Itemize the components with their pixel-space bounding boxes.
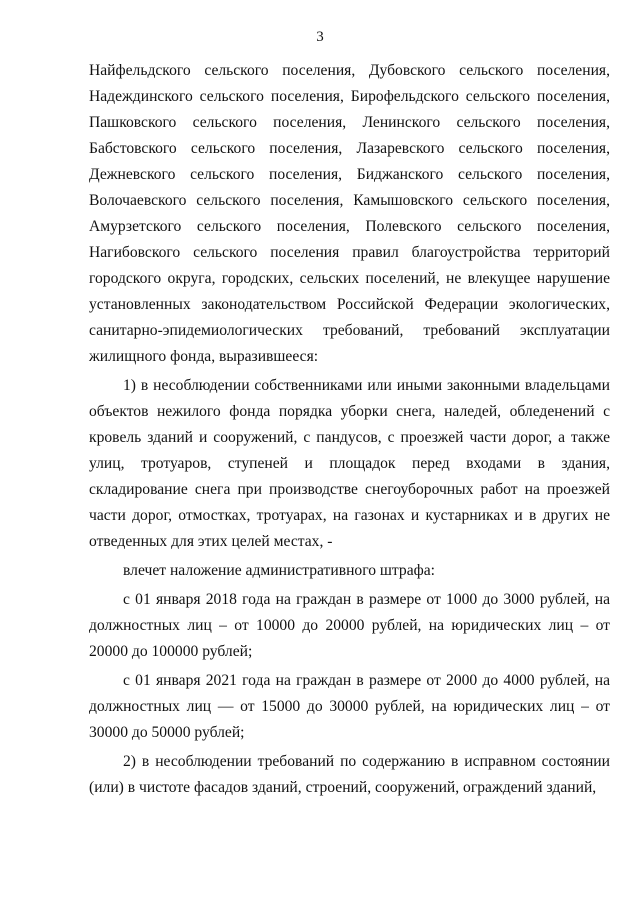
paragraph-penalty-2018: с 01 января 2018 года на граждан в размере от 1000 до 3000 рублей, на должностных лиц – от 10000 до 20000 рублей, на юридических лиц – от 20000 до 100000 рублей; bbox=[89, 591, 610, 660]
document-body bbox=[89, 58, 610, 801]
paragraph-penalty-intro: влечет наложение административного штрафа: bbox=[123, 562, 435, 579]
page-number: 3 bbox=[316, 29, 324, 45]
paragraph-item-2: 2) в несоблюдении требований по содержанию в исправном состоянии (или) в чистоте фасадов зданий, строений, сооружений, ограждений зданий, bbox=[89, 753, 610, 796]
paragraph-item-1: 1) в несоблюдении собственниками или иными законными владельцами объектов нежилого фонда порядка уборки снега, наледей, обледенений с кровель зданий и сооружений, с пандусов, с проезжей части дорог, а также улиц, тротуаров, ступеней и площадок перед входами в здания, складирование снега при производстве снегоуборочных работ на проезжей части дорог, отмостках, тротуарах, на газонах и кустарниках и в других не отведенных для этих целей местах, - bbox=[89, 377, 610, 550]
paragraph-penalty-2021: с 01 января 2021 года на граждан в размере от 2000 до 4000 рублей, на должностных лиц — от 15000 до 30000 рублей, на юридических лиц – от 30000 до 50000 рублей; bbox=[89, 672, 610, 741]
paragraph-settlements-list: Найфельдского сельского поселения, Дубовского сельского поселения, Надеждинского сельского поселения, Бирофельдского сельского поселения, Пашковского сельского поселения, Ленинского сельского поселения, Бабстовского сельского поселения, Лазаревского сельского поселения, Дежневского сельского поселения, Биджанского сельского поселения, Волочаевского сельского поселения, Камышовского сельского поселения, Амурзетского сельского поселения, Полевского сельского поселения, Нагибовского сельского поселения правил благоустройства территорий городского округа, городских, сельских поселений, не влекущее нарушение установленных законодательством Российской Федерации экологических, санитарно-эпидемиологических требований, требований эксплуатации жилищного фонда, выразившееся: bbox=[89, 62, 610, 365]
